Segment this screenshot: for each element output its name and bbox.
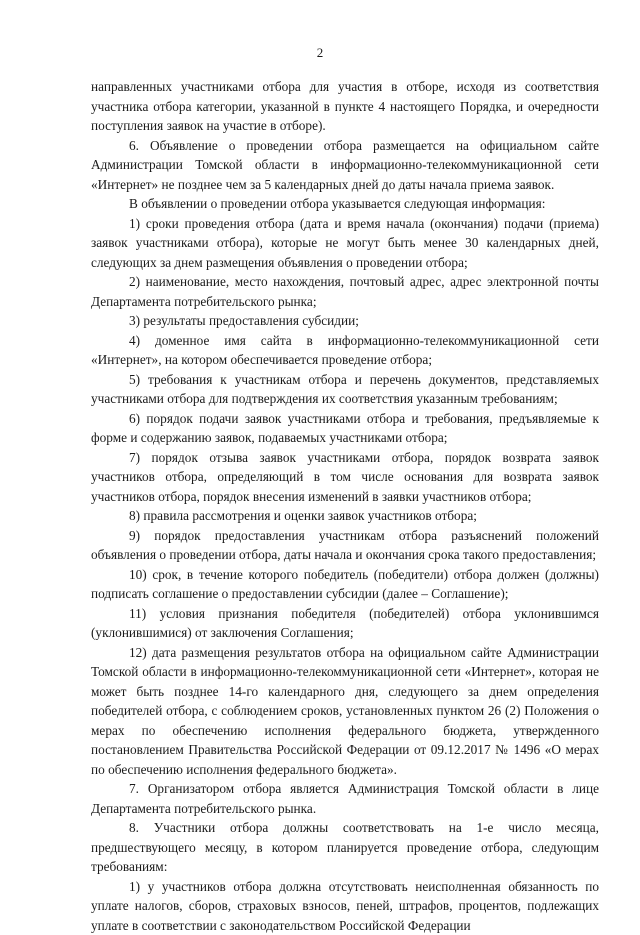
list-item-9: 9) порядок предоставления участникам отбора разъяснений положений объявления о проведении отбора, даты начала и окончания срока такого предоставления; xyxy=(91,526,599,565)
document-body xyxy=(91,77,599,935)
paragraph-announcement-intro: В объявлении о проведении отбора указывается следующая информация: xyxy=(91,194,599,214)
paragraph-item-6: 6. Объявление о проведении отбора размещается на официальном сайте Администрации Томской области в информационно-телекоммуникационной сети «Интернет» не позднее чем за 5 календарных дней до даты начала приема заявок. xyxy=(91,136,599,195)
list-item-1: 1) сроки проведения отбора (дата и время начала (окончания) подачи (приема) заявок участниками отбора), которые не могут быть менее 30 календарных дней, следующих за днем размещения объявления о проведении отбора; xyxy=(91,214,599,273)
list-item-4: 4) доменное имя сайта в информационно-телекоммуникационной сети «Интернет», на котором обеспечивается проведение отбора; xyxy=(91,331,599,370)
page-number: 2 xyxy=(0,45,640,61)
list-item-2: 2) наименование, место нахождения, почтовый адрес, адрес электронной почты Департамента потребительского рынка; xyxy=(91,272,599,311)
list-item-8: 8) правила рассмотрения и оценки заявок участников отбора; xyxy=(91,506,599,526)
paragraph-continuation: направленных участниками отбора для участия в отборе, исходя из соответствия участника отбора категории, указанной в пункте 4 настоящего Порядка, и очередности поступления заявок на участие в отборе). xyxy=(91,77,599,136)
list-item-3: 3) результаты предоставления субсидии; xyxy=(91,311,599,331)
list-item-5: 5) требования к участникам отбора и перечень документов, представляемых участниками отбора для подтверждения их соответствия указанным требованиям; xyxy=(91,370,599,409)
list-item-7: 7) порядок отзыва заявок участниками отбора, порядок возврата заявок участников отбора, определяющий в том числе основания для возврата заявок участников отбора, порядок внесения изменений в заявки участников отбора; xyxy=(91,448,599,507)
paragraph-item-7: 7. Организатором отбора является Администрация Томской области в лице Департамента потребительского рынка. xyxy=(91,779,599,818)
list-item-10: 10) срок, в течение которого победитель (победители) отбора должен (должны) подписать соглашение о предоставлении субсидии (далее – Соглашение); xyxy=(91,565,599,604)
list-item-12: 12) дата размещения результатов отбора на официальном сайте Администрации Томской области в информационно-телекоммуникационной сети «Интернет», которая не может быть позднее 14-го календарного дня, следующего за днем определения победителей отбора, с соблюдением сроков, установленных пунктом 26 (2) Положения о мерах по обеспечению исполнения федерального бюджета, утвержденного постановлением Правительства Российской Федерации от 09.12.2017 № 1496 «О мерах по обеспечению исполнения федерального бюджета». xyxy=(91,643,599,780)
list-item-11: 11) условия признания победителя (победителей) отбора уклонившимся (уклонившимися) от заключения Соглашения; xyxy=(91,604,599,643)
paragraph-item-8: 8. Участники отбора должны соответствовать на 1-е число месяца, предшествующего месяцу, в котором планируется проведение отбора, следующим требованиям: xyxy=(91,818,599,877)
list-item-6: 6) порядок подачи заявок участниками отбора и требования, предъявляемые к форме и содержанию заявок, подаваемых участниками отбора; xyxy=(91,409,599,448)
requirement-item-1: 1) у участников отбора должна отсутствовать неисполненная обязанность по уплате налогов, сборов, страховых взносов, пеней, штрафов, процентов, подлежащих уплате в соответствии с законодательством Российской Федерации xyxy=(91,877,599,935)
